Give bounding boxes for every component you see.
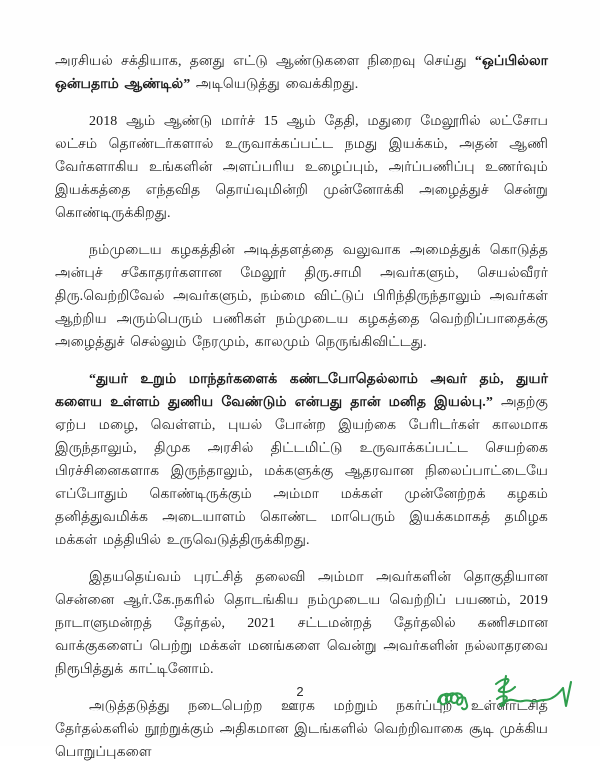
signature-stroke [504,682,571,706]
text-segment: அதற்கு ஏற்ப மழை, வெள்ளம், புயல் போன்ற இயற்கை பேரிடர்கள் காலமாக இருந்தாலும், திமுக அரசில் திட்டமிட்டு உருவாக்கப்பட்ட செயற்கை பிரச்சினைகளாக இருந்தாலும், மக்களுக்கு ஆதரவான நிலைப்பாட்டையே எப்போதும் கொண்டிருக்கும் அம்மா மக்கள் முன்னேற்றக் கழகம் தனித்துவமிக்க அடையாளம் கொண்ட மாபெரும் இயக்கமாகத் தமிழக மக்கள் மத்தியில் உருவெடுத்திருக்கிறது. [55,395,548,548]
paragraph [55,566,548,681]
text-segment: நம்முடைய கழகத்தின் அடித்தளத்தை வலுவாக அமைத்துக் கொடுத்த அன்புச் சகோதரர்களான மேலூர் திரு.சாமி அவர்களும், செயல்வீரர் திரு.வெற்றிவேல் அவர்களும், நம்மை விட்டுப் பிரிந்திருந்தாலும் அவர்கள் ஆற்றிய அரும்பெரும் பணிகள் நம்முடைய கழகத்தை வெற்றிப்பாதைக்கு அழைத்துச் செல்லும் நேரமும், காலமும் நெருங்கிவிட்டது. [55,243,548,350]
text-segment: 2018 ஆம் ஆண்டு மார்ச் 15 ஆம் தேதி, மதுரை மேலூரில் லட்சோப லட்சம் தொண்டர்களால் உருவாக்கப்பட்ட நமது இயக்கம், அதன் ஆணி வேர்களாகிய உங்களின் அளப்பரிய உழைப்பும், அர்ப்பணிப்பு உணர்வும் இயக்கத்தை எந்தவித தொய்வுமின்றி முன்னோக்கி அழைத்துச் சென்று கொண்டிருக்கிறது. [55,114,548,221]
signature [434,672,572,718]
bold-text-segment: “ஒப்பில்லா ஒன்பதாம் ஆண்டில்” [55,54,548,92]
text-segment: அடியெடுத்து வைக்கிறது. [190,77,359,92]
bold-text-segment: “துயர் உறும் மாந்தர்களைக் கண்டபோதெல்லாம் அவர் தம், துயர் களைய உள்ளம் துணிய வேண்டும் என்பது தான் மனித இயல்பு.” [55,372,548,410]
paragraph [55,239,548,354]
page-number: 2 [296,684,304,699]
paragraph [55,50,548,96]
paragraph [55,110,548,225]
text-segment: அடுத்தடுத்து நடைபெற்ற ஊரக மற்றும் நகர்ப்புற உள்ளாட்சித் தேர்தல்களில் நூற்றுக்கும் அதிகமான இடங்களில் வெற்றிவாகை சூடி முக்கிய பொறுப்புகளை [55,699,548,760]
text-segment: இதயதெய்வம் புரட்சித் தலைவி அம்மா அவர்களின் தொகுதியான சென்னை ஆர்.கே.நகரில் தொடங்கிய நம்முடைய வெற்றிப் பயணம், 2019 நாடாளுமன்றத் தேர்தல், 2021 சட்டமன்றத் தேர்தலில் கணிசமான வாக்குகளைப் பெற்று மக்கள் மனங்களை வென்று அவர்களின் நல்லாதரவை நிரூபித்துக் காட்டினோம். [55,570,548,677]
paragraph [55,368,548,552]
document-body [55,50,548,778]
text-segment: அரசியல் சக்தியாக, தனது எட்டு ஆண்டுகளை நிறைவு செய்து [55,54,475,69]
signature-stroke [438,693,467,709]
